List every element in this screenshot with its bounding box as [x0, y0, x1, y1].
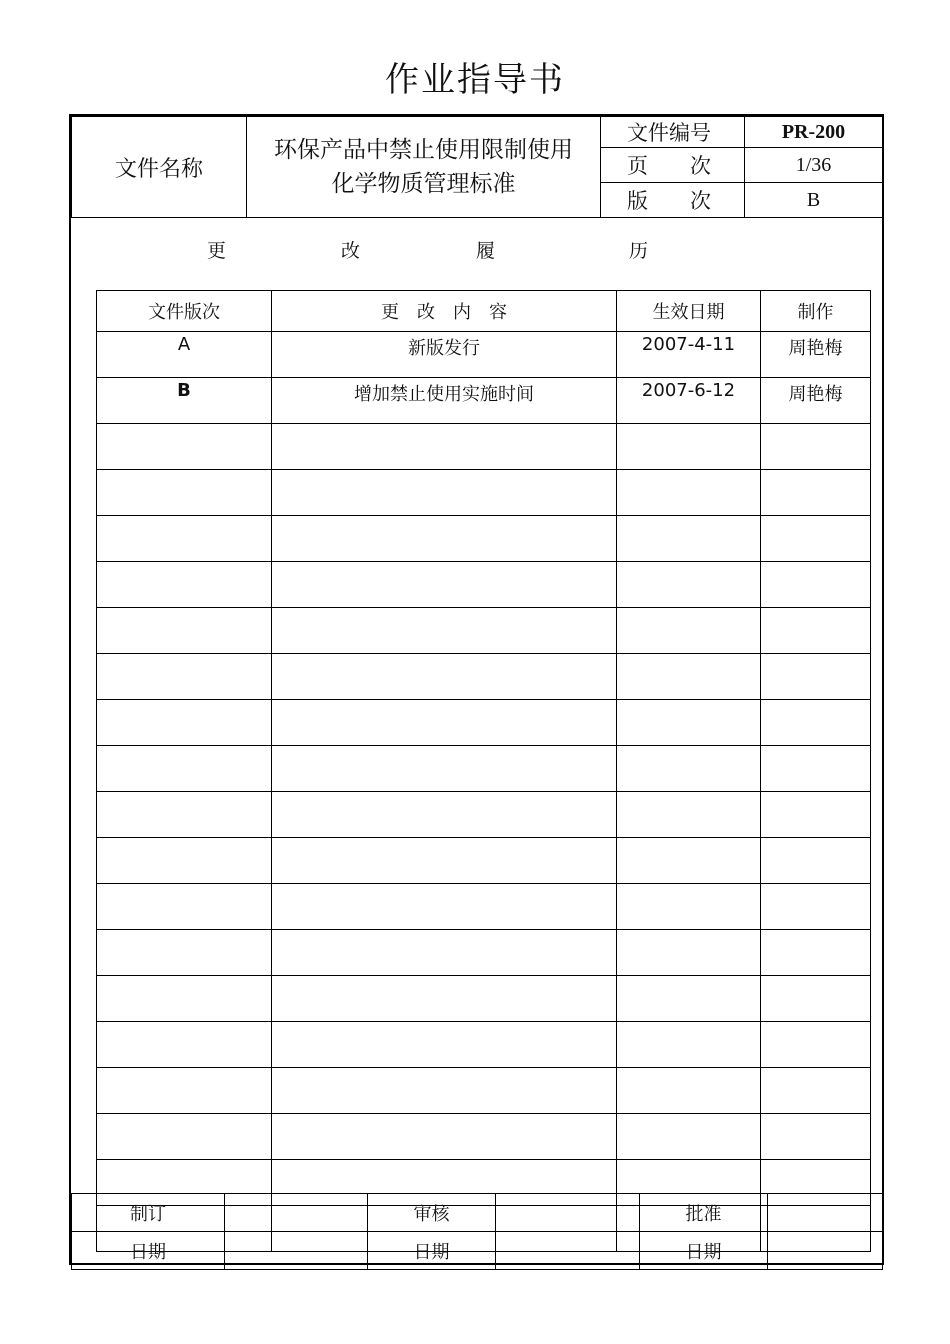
table-row — [97, 562, 871, 608]
empty-cell — [97, 1068, 272, 1114]
reviewed-date-value — [496, 1232, 640, 1270]
empty-cell — [617, 746, 761, 792]
column-header-content: 更 改 内 容 — [272, 291, 617, 332]
empty-cell — [97, 792, 272, 838]
table-row — [97, 838, 871, 884]
empty-cell — [97, 930, 272, 976]
empty-cell — [97, 562, 272, 608]
empty-cell — [761, 562, 871, 608]
empty-cell — [97, 1114, 272, 1160]
version-value: B — [745, 183, 883, 218]
approval-table — [71, 1193, 883, 1270]
empty-cell — [761, 700, 871, 746]
row-author: 周艳梅 — [761, 332, 871, 378]
history-title-char-1: 更 — [207, 240, 227, 262]
empty-cell — [272, 976, 617, 1022]
empty-cell — [272, 1114, 617, 1160]
empty-cell — [617, 976, 761, 1022]
approved-date-value — [768, 1232, 883, 1270]
empty-cell — [761, 792, 871, 838]
table-row — [97, 332, 871, 378]
table-row — [97, 378, 871, 424]
empty-cell — [97, 838, 272, 884]
column-header-author: 制作 — [761, 291, 871, 332]
table-row — [97, 516, 871, 562]
table-row — [97, 792, 871, 838]
file-name-line-2: 化学物质管理标准 — [331, 171, 516, 197]
table-row — [97, 608, 871, 654]
empty-cell — [761, 930, 871, 976]
empty-cell — [617, 654, 761, 700]
empty-cell — [617, 884, 761, 930]
empty-cell — [617, 1114, 761, 1160]
empty-cell — [617, 562, 761, 608]
doc-number-value: PR-200 — [745, 117, 883, 148]
revision-history-table — [96, 290, 871, 1252]
empty-cell — [272, 838, 617, 884]
table-row — [97, 746, 871, 792]
row-version: A — [97, 332, 272, 378]
approved-by-label: 批准 — [640, 1194, 768, 1232]
page-value: 1/36 — [745, 148, 883, 183]
empty-cell — [97, 746, 272, 792]
empty-cell — [272, 746, 617, 792]
approved-date-label: 日期 — [640, 1232, 768, 1270]
empty-cell — [272, 562, 617, 608]
empty-cell — [97, 976, 272, 1022]
empty-cell — [617, 838, 761, 884]
empty-cell — [617, 930, 761, 976]
empty-cell — [617, 516, 761, 562]
empty-cell — [272, 792, 617, 838]
table-row — [97, 654, 871, 700]
document-header-table — [71, 116, 883, 218]
file-name-value — [247, 117, 601, 218]
empty-cell — [761, 516, 871, 562]
row-content: 增加禁止使用实施时间 — [272, 378, 617, 424]
empty-cell — [617, 1022, 761, 1068]
approved-by-value — [768, 1194, 883, 1232]
reviewed-date-label: 日期 — [368, 1232, 496, 1270]
empty-cell — [761, 884, 871, 930]
empty-cell — [617, 792, 761, 838]
table-row — [97, 976, 871, 1022]
table-row — [97, 700, 871, 746]
history-title-char-4: 历 — [629, 240, 649, 262]
history-title-char-2: 改 — [341, 240, 361, 262]
reviewed-by-value — [496, 1194, 640, 1232]
history-title-char-3: 履 — [476, 240, 496, 262]
revision-history-heading — [71, 236, 882, 266]
table-row — [97, 1022, 871, 1068]
table-row — [97, 424, 871, 470]
drafted-date-label: 日期 — [72, 1232, 225, 1270]
drafted-by-value — [225, 1194, 368, 1232]
empty-cell — [272, 470, 617, 516]
column-header-version: 文件版次 — [97, 291, 272, 332]
row-date: 2007-4-11 — [617, 332, 761, 378]
file-name-line-1: 环保产品中禁止使用限制使用 — [274, 137, 573, 163]
row-author: 周艳梅 — [761, 378, 871, 424]
empty-cell — [761, 976, 871, 1022]
table-row — [97, 1068, 871, 1114]
empty-cell — [617, 470, 761, 516]
empty-cell — [272, 608, 617, 654]
empty-cell — [272, 654, 617, 700]
empty-cell — [272, 516, 617, 562]
column-header-date: 生效日期 — [617, 291, 761, 332]
empty-cell — [272, 930, 617, 976]
doc-number-label: 文件编号 — [601, 117, 745, 148]
reviewed-by-label: 审核 — [368, 1194, 496, 1232]
empty-cell — [97, 654, 272, 700]
empty-cell — [761, 424, 871, 470]
empty-cell — [761, 1022, 871, 1068]
empty-cell — [761, 838, 871, 884]
drafted-by-label: 制订 — [72, 1194, 225, 1232]
empty-cell — [272, 424, 617, 470]
empty-cell — [272, 700, 617, 746]
empty-cell — [97, 424, 272, 470]
empty-cell — [272, 1068, 617, 1114]
empty-cell — [272, 1022, 617, 1068]
empty-cell — [97, 884, 272, 930]
table-row — [97, 1114, 871, 1160]
empty-cell — [761, 746, 871, 792]
empty-cell — [761, 1114, 871, 1160]
row-date: 2007-6-12 — [617, 378, 761, 424]
empty-cell — [617, 608, 761, 654]
table-row — [97, 470, 871, 516]
empty-cell — [761, 654, 871, 700]
empty-cell — [761, 1068, 871, 1114]
row-version: B — [97, 378, 272, 424]
empty-cell — [97, 516, 272, 562]
empty-cell — [97, 470, 272, 516]
table-header-row — [97, 291, 871, 332]
document-title: 作业指导书 — [385, 60, 565, 100]
empty-cell — [617, 1068, 761, 1114]
file-name-label: 文件名称 — [72, 117, 247, 218]
row-content: 新版发行 — [272, 332, 617, 378]
table-row — [97, 930, 871, 976]
page-label: 页 次 — [601, 148, 745, 183]
empty-cell — [617, 700, 761, 746]
empty-cell — [761, 470, 871, 516]
empty-cell — [97, 608, 272, 654]
empty-cell — [617, 424, 761, 470]
empty-cell — [761, 608, 871, 654]
drafted-date-value — [225, 1232, 368, 1270]
table-row — [97, 884, 871, 930]
empty-cell — [97, 1022, 272, 1068]
empty-cell — [272, 884, 617, 930]
document-frame — [69, 114, 884, 1265]
empty-cell — [97, 700, 272, 746]
version-label: 版 次 — [601, 183, 745, 218]
